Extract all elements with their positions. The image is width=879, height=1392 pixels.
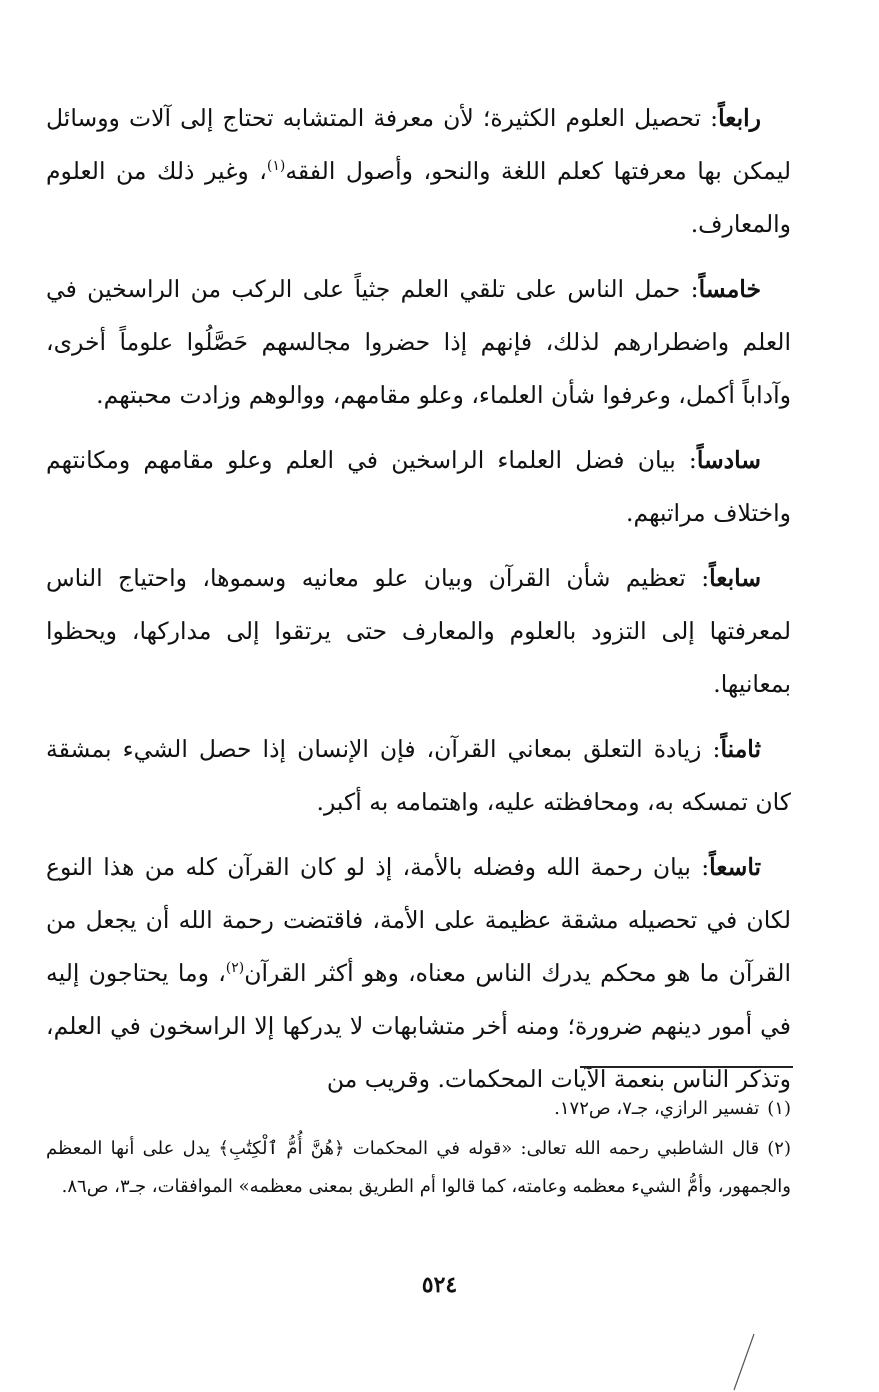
lead-separator: : bbox=[685, 564, 710, 592]
lead-separator: : bbox=[690, 853, 710, 881]
paragraph-text: زيادة التعلق بمعاني القرآن، فإن الإنسان إذا حصل الشيء بمشقة كان تمسكه به، ومحافظته عليه، واهتمامه به أكبر. bbox=[46, 735, 791, 816]
paragraph-lead: سابعاً bbox=[709, 564, 762, 592]
footnote-reference-1[interactable]: (١) bbox=[266, 158, 286, 175]
lead-separator: : bbox=[680, 275, 699, 303]
paragraph-lead: سادساً bbox=[696, 446, 761, 474]
main-text bbox=[46, 92, 791, 1118]
paragraph-sixth bbox=[46, 434, 791, 540]
paragraph-text: بيان رحمة الله وفضله بالأمة، إذ لو كان القرآن كله من هذا النوع لكان في تحصيله مشقة عظيمة على الأمة، فاقتضت رحمة الله أن يجعل من القرآن ما هو محكم يدرك الناس معناه، وهو أكثر القرآن bbox=[46, 853, 791, 987]
paragraph-text: تحصيل العلوم الكثيرة؛ لأن معرفة المتشابه تحتاج إلى آلات ووسائل ليمكن بها معرفتها كعلم اللغة والنحو، وأصول الفقه bbox=[46, 104, 792, 185]
paragraph-text-continued: ، وما يحتاجون إليه في أمور دينهم ضرورة؛ ومنه أخر متشابهات لا يدركها إلا الراسخون في العلم، وتذكر الناس بنعمة الآيات المحكمات. وقريب من bbox=[46, 959, 791, 1093]
paragraph-lead: خامساً bbox=[698, 275, 761, 303]
footnote-2 bbox=[46, 1130, 791, 1206]
footnote-number: (٢) bbox=[767, 1138, 791, 1159]
paragraph-eighth bbox=[46, 723, 791, 829]
footnote-text: تفسير الرازي، جـ٧، ص١٧٢. bbox=[554, 1098, 760, 1119]
paragraph-text: بيان فضل العلماء الراسخين في العلم وعلو مقامهم ومكانتهم واختلاف مراتبهم. bbox=[46, 446, 791, 527]
paragraph-lead: تاسعاً bbox=[709, 853, 762, 881]
footnote-reference-2[interactable]: (٢) bbox=[225, 960, 245, 977]
footnotes-section bbox=[46, 1090, 791, 1208]
lead-separator: : bbox=[701, 735, 721, 763]
footnote-text: قال الشاطبي رحمه الله تعالى: «قوله في المحكمات ﴿هُنَّ أُمُّ ٱلْكِتَٰبِ﴾ يدل على أنها المعظم والجمهور، وأمُّ الشيء معظمه وعامته، كما قالوا أم الطريق بمعنى معظمه» الموافقات، جـ٣، ص٨٦. bbox=[46, 1138, 791, 1197]
paragraph-fifth bbox=[46, 263, 791, 422]
footnote-1 bbox=[46, 1090, 791, 1128]
footnote-separator-line bbox=[580, 1066, 793, 1068]
lead-separator: : bbox=[675, 446, 697, 474]
paragraph-seventh bbox=[46, 552, 791, 711]
footnote-number: (١) bbox=[767, 1098, 791, 1119]
page-number: ٥٢٤ bbox=[421, 1272, 458, 1298]
paragraph-lead: ثامناً bbox=[720, 735, 761, 763]
lead-separator: : bbox=[701, 104, 719, 132]
paragraph-fourth bbox=[46, 92, 791, 251]
paragraph-text: تعظيم شأن القرآن وبيان علو معانيه وسموها، واحتياج الناس لمعرفتها إلى التزود بالعلوم والمعارف حتى يرتقوا إلى مداركها، ويحظوا بمعانيها. bbox=[46, 564, 791, 698]
paragraph-text: حمل الناس على تلقي العلم جثياً على الركب من الراسخين في العلم واضطرارهم لذلك، فإنهم إذا حضروا مجالسهم حَصَّلُوا علوماً أخرى، وآداباً أكمل، وعرفوا شأن العلماء، وعلو مقامهم، ووالوهم وزادت محبتهم. bbox=[46, 275, 791, 409]
paragraph-lead: رابعاً bbox=[718, 104, 761, 132]
paragraph-text-continued: ، وغير ذلك من العلوم والمعارف. bbox=[46, 157, 791, 238]
pen-stroke-mark bbox=[722, 1332, 762, 1392]
